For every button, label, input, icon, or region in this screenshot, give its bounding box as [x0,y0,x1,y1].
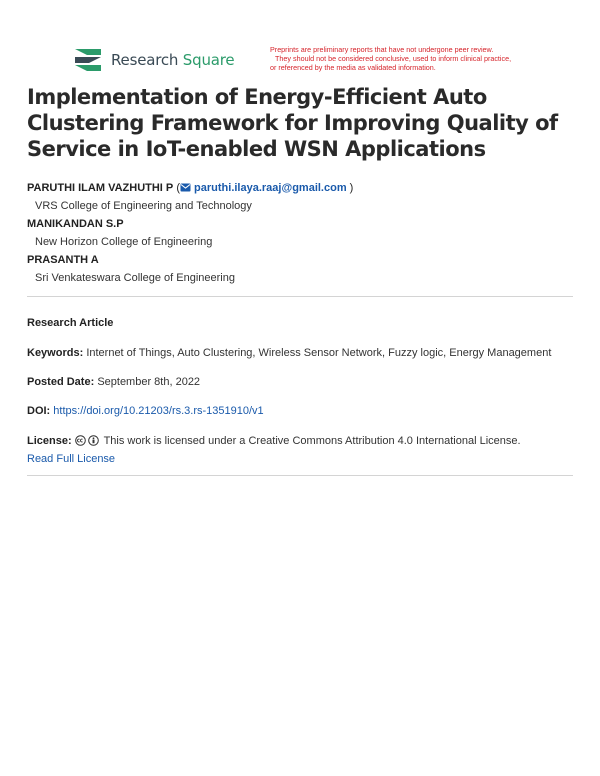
divider [27,475,573,476]
license-text: This work is licensed under a Creative Commons Attribution 4.0 International License. [103,435,521,447]
keywords-value: Internet of Things, Auto Clustering, Wireless Sensor Network, Fuzzy logic, Energy Management [86,347,552,359]
keywords-row [27,344,577,362]
research-square-logo[interactable] [73,46,234,74]
author-affiliation: VRS College of Engineering and Technology [35,200,252,212]
posted-date-value: September 8th, 2022 [97,376,201,388]
doi-label: DOI: [27,405,51,417]
open-paren: ( [176,182,180,194]
author-entry [27,179,577,197]
research-square-logo-icon [73,46,103,74]
author-list [27,179,577,287]
preprint-disclaimer [270,45,570,72]
author-email-link[interactable]: paruthi.ilaya.raaj@gmail.com [194,182,347,194]
doi-link[interactable]: https://doi.org/10.21203/rs.3.rs-1351910/v1 [53,405,264,417]
author-affiliation: Sri Venkateswara College of Engineering [35,272,235,284]
divider [27,296,573,297]
keywords-label: Keywords: [27,347,84,359]
envelope-icon [180,183,191,192]
read-full-license-link[interactable]: Read Full License [27,453,116,465]
logo-wordmark: Research Square [111,51,235,69]
disclaimer-line: or referenced by the media as validated information. [270,63,436,72]
close-paren: ) [349,182,354,194]
author-name: PARUTHI ILAM VAZHUTHI P [27,182,174,194]
license-row [27,432,577,468]
cc-icon [75,435,86,446]
by-icon [88,435,99,446]
author-name: MANIKANDAN S.P [27,218,124,230]
paper-title: Implementation of Energy-Efficient Auto Clustering Framework for Improving Quality of Service in IoT-enabled WSN Applications [27,85,558,161]
author-affiliation: New Horizon College of Engineering [35,236,213,248]
posted-date-label: Posted Date: [27,376,95,388]
disclaimer-line: They should not be considered conclusive, used to inform clinical practice, [275,54,512,63]
doi-row [27,402,577,420]
license-icons [75,435,99,446]
article-type-label: Research Article [27,317,114,329]
article-type [27,314,577,332]
license-label: License: [27,435,72,447]
author-name: PRASANTH A [27,254,99,266]
posted-date-row [27,373,577,391]
disclaimer-line: Preprints are preliminary reports that have not undergone peer review. [270,45,494,54]
